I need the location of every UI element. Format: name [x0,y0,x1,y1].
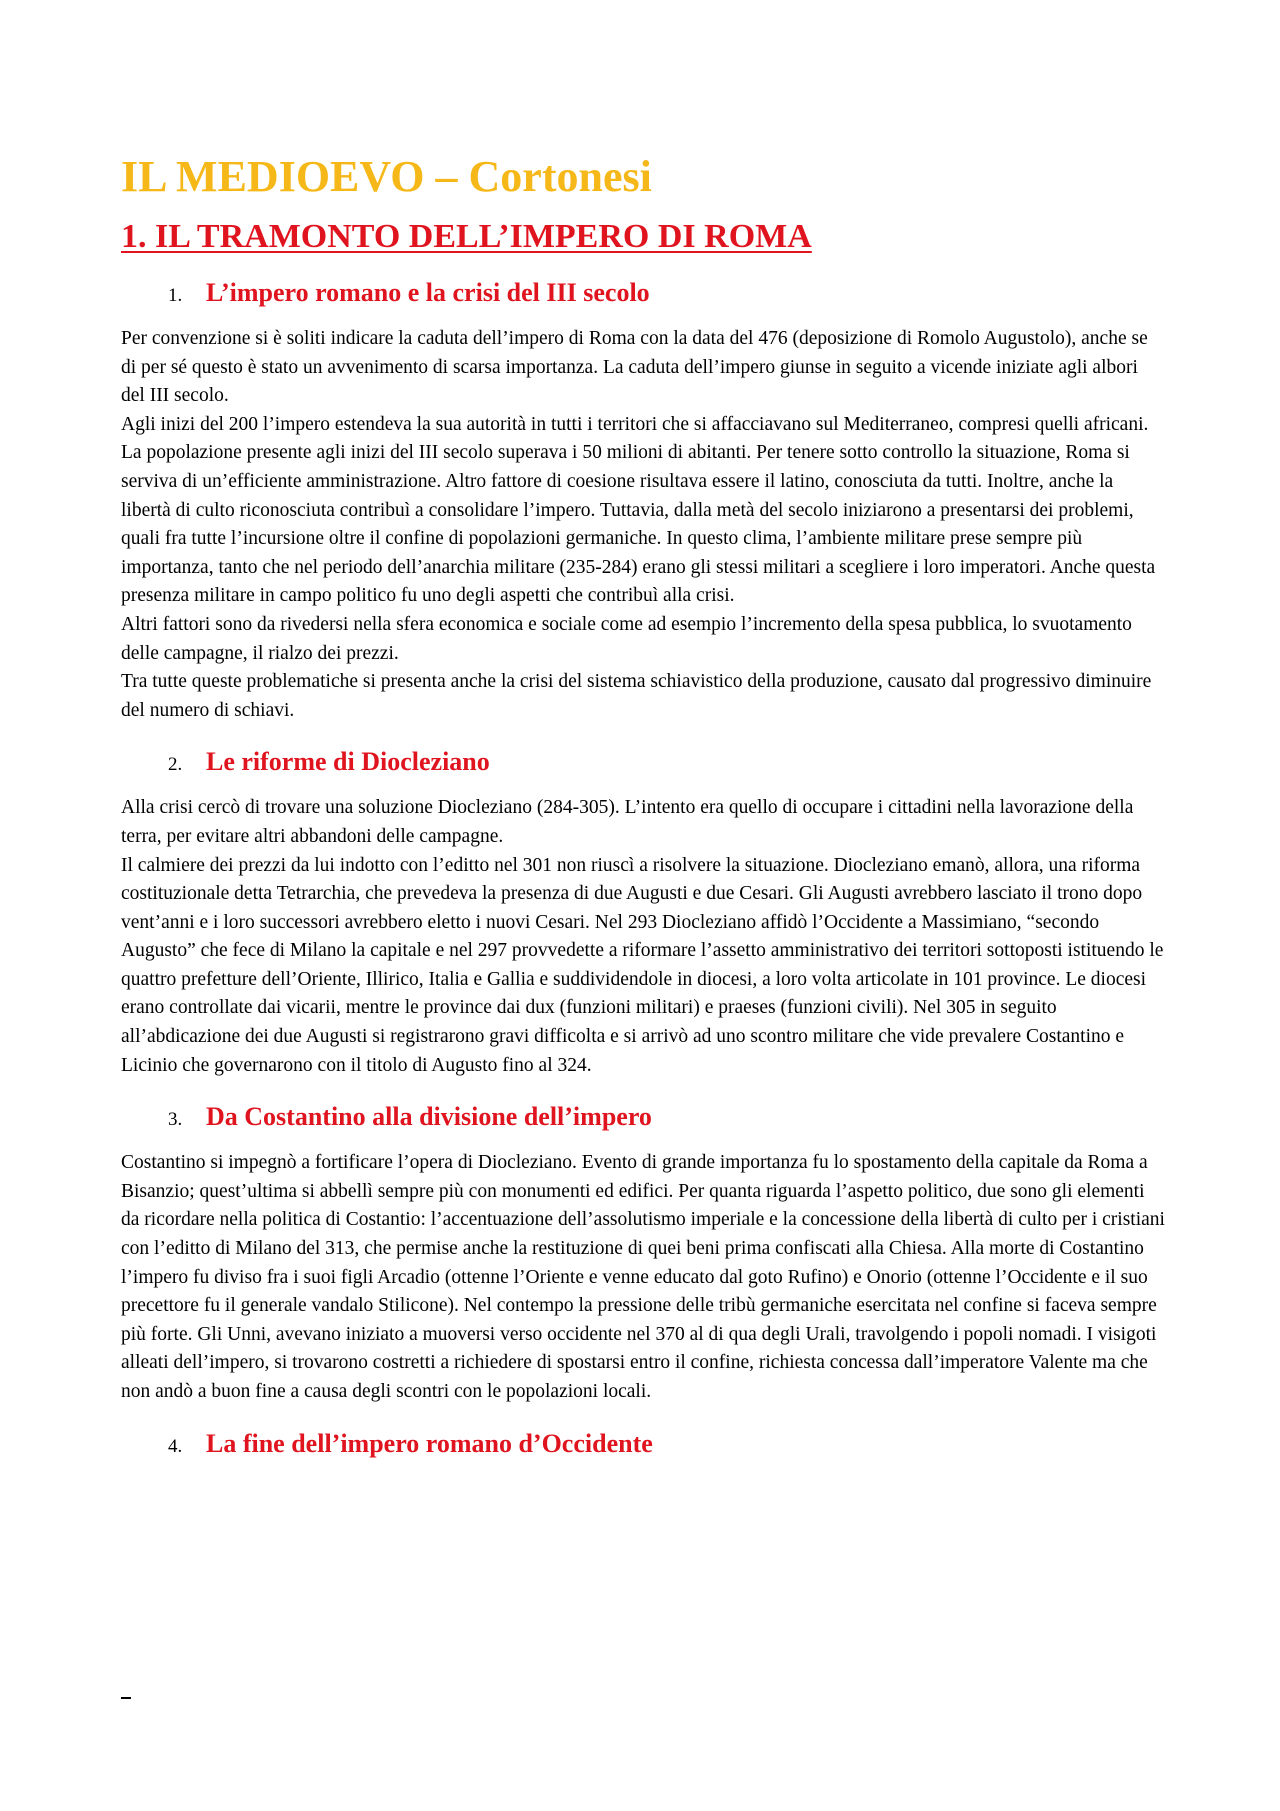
section-title: Le riforme di Diocleziano [206,747,490,777]
section-body [121,1149,1166,1406]
document-title: IL MEDIOEVO – Cortonesi [121,152,652,201]
section-4 [121,1427,1166,1464]
paragraph: Altri fattori sono da rivedersi nella sfera economica e sociale come ad esempio l’incremento della spesa pubblica, lo svuotamento delle campagne, il rialzo dei prezzi. [121,613,1132,664]
section-heading [121,276,1166,313]
section-title: Da Costantino alla divisione dell’impero [206,1102,652,1132]
section-1 [121,276,1166,725]
section-number: 1. [168,285,183,306]
paragraph: Agli inizi del 200 l’impero estendeva la sua autorità in tutti i territori che si affacciavano sul Mediterraneo, compresi quelli africani. La popolazione presente agli inizi del III secolo superava i 50 milioni di abitanti. Per tenere sotto controllo la situazione, Roma si serviva di un’efficiente amministrazione. Altro fattore di coesione risultava essere il latino, conosciuta da tutti. Inoltre, anche la libertà di culto riconosciuta contribuì a consolidare l’impero. Tuttavia, dalla metà del secolo iniziarono a presentarsi dei problemi, quali fra tutte l’incursione oltre il confine di popolazioni germaniche. In questo clima, l’ambiente militare prese sempre più importanza, tanto che nel periodo dell’anarchia militare (235-284) erano gli stessi militari a scegliere i loro imperatori. Anche questa presenza militare in campo politico fu uno degli aspetti che contribuì alla crisi. [121,413,1156,607]
paragraph: Costantino si impegnò a fortificare l’opera di Diocleziano. Evento di grande importanza fu lo spostamento della capitale da Roma a Bisanzio; quest’ultima si abbellì sempre più con monumenti ed edifici. Per quanta riguarda l’aspetto politico, due sono gli elementi da ricordare nella politica di Costantio: l’accentuazione dell’assolutismo imperiale e la concessione della libertà di culto per i cristiani con l’editto di Milano del 313, che permise anche la restituzione di quei beni prima confiscati alla Chiesa. Alla morte di Costantino l’impero fu diviso fra i suoi figli Arcadio (ottenne l’Oriente e venne educato dal goto Rufino) e Onorio (ottenne l’Occidente e il suo precettore fu il generale vandalo Stilicone). Nel contempo la pressione delle tribù germaniche esercitata nel confine si faceva sempre più forte. Gli Unni, avevano iniziato a muoversi verso occidente nel 370 al di qua degli Urali, travolgendo i popoli nomadi. I visigoti alleati dell’impero, si trovarono costretti a richiedere di spostarsi entro il confine, richiesta concessa dall’imperatore Valente ma che non andò a buon fine a causa degli scontri con le popolazioni locali. [121,1152,1165,1402]
section-body [121,325,1166,725]
section-number: 4. [168,1435,183,1457]
section-heading [121,745,1166,782]
chapter-title: 1. IL TRAMONTO DELL’IMPERO DI ROMA [121,218,812,255]
footnote-separator [121,1697,131,1699]
section-3 [121,1100,1166,1406]
section-body [121,794,1166,1080]
document-page [121,150,1166,1476]
paragraph: Il calmiere dei prezzi da lui indotto con l’editto nel 301 non riuscì a risolvere la situazione. Diocleziano emanò, allora, una riforma costituzionale detta Tetrarchia, che prevedeva la presenza di due Augusti e due Cesari. Gli Augusti avrebbero lasciato il trono dopo vent’anni e i loro successori avrebbero eletto i nuovi Cesari. Nel 293 Diocleziano affidò l’Occidente a Massimiano, “secondo Augusto” che fece di Milano la capitale e nel 297 provvedette a riformare l’assetto amministrativo dei territori sottoposti istituendo le quattro prefetture dell’Oriente, Illirico, Italia e Gallia e suddividendole in diocesi, a loro volta articolate in 101 province. Le diocesi erano controllate dai vicarii, mentre le province dai dux (funzioni militari) e praeses (funzioni civili). Nel 305 in seguito all’abdicazione dei due Augusti si registrarono gravi difficolta e si arrivò ad uno scontro militare che vide prevalere Costantino e Licinio che governarono con il titolo di Augusto fino al 324. [121,854,1164,1076]
section-heading [121,1427,1166,1464]
section-number: 3. [168,1109,183,1131]
paragraph: Per convenzione si è soliti indicare la caduta dell’impero di Roma con la data del 476 (deposizione di Romolo Augustolo), anche se di per sé questo è stato un avvenimento di scarsa importanza. La caduta dell’impero giunse in seguito a vicende iniziate agli albori del III secolo. [121,328,1148,407]
section-2 [121,745,1166,1080]
section-title: La fine dell’impero romano d’Occidente [206,1428,653,1458]
section-title: L’impero romano e la crisi del III secolo [206,278,650,307]
paragraph: Alla crisi cercò di trovare una soluzione Diocleziano (284-305). L’intento era quello di occupare i cittadini nella lavorazione della terra, per evitare altri abbandoni delle campagne. [121,797,1134,847]
section-number: 2. [168,754,183,776]
section-heading [121,1100,1166,1137]
paragraph: Tra tutte queste problematiche si presenta anche la crisi del sistema schiavistico della produzione, causato dal progressivo diminuire del numero di schiavi. [121,671,1152,721]
